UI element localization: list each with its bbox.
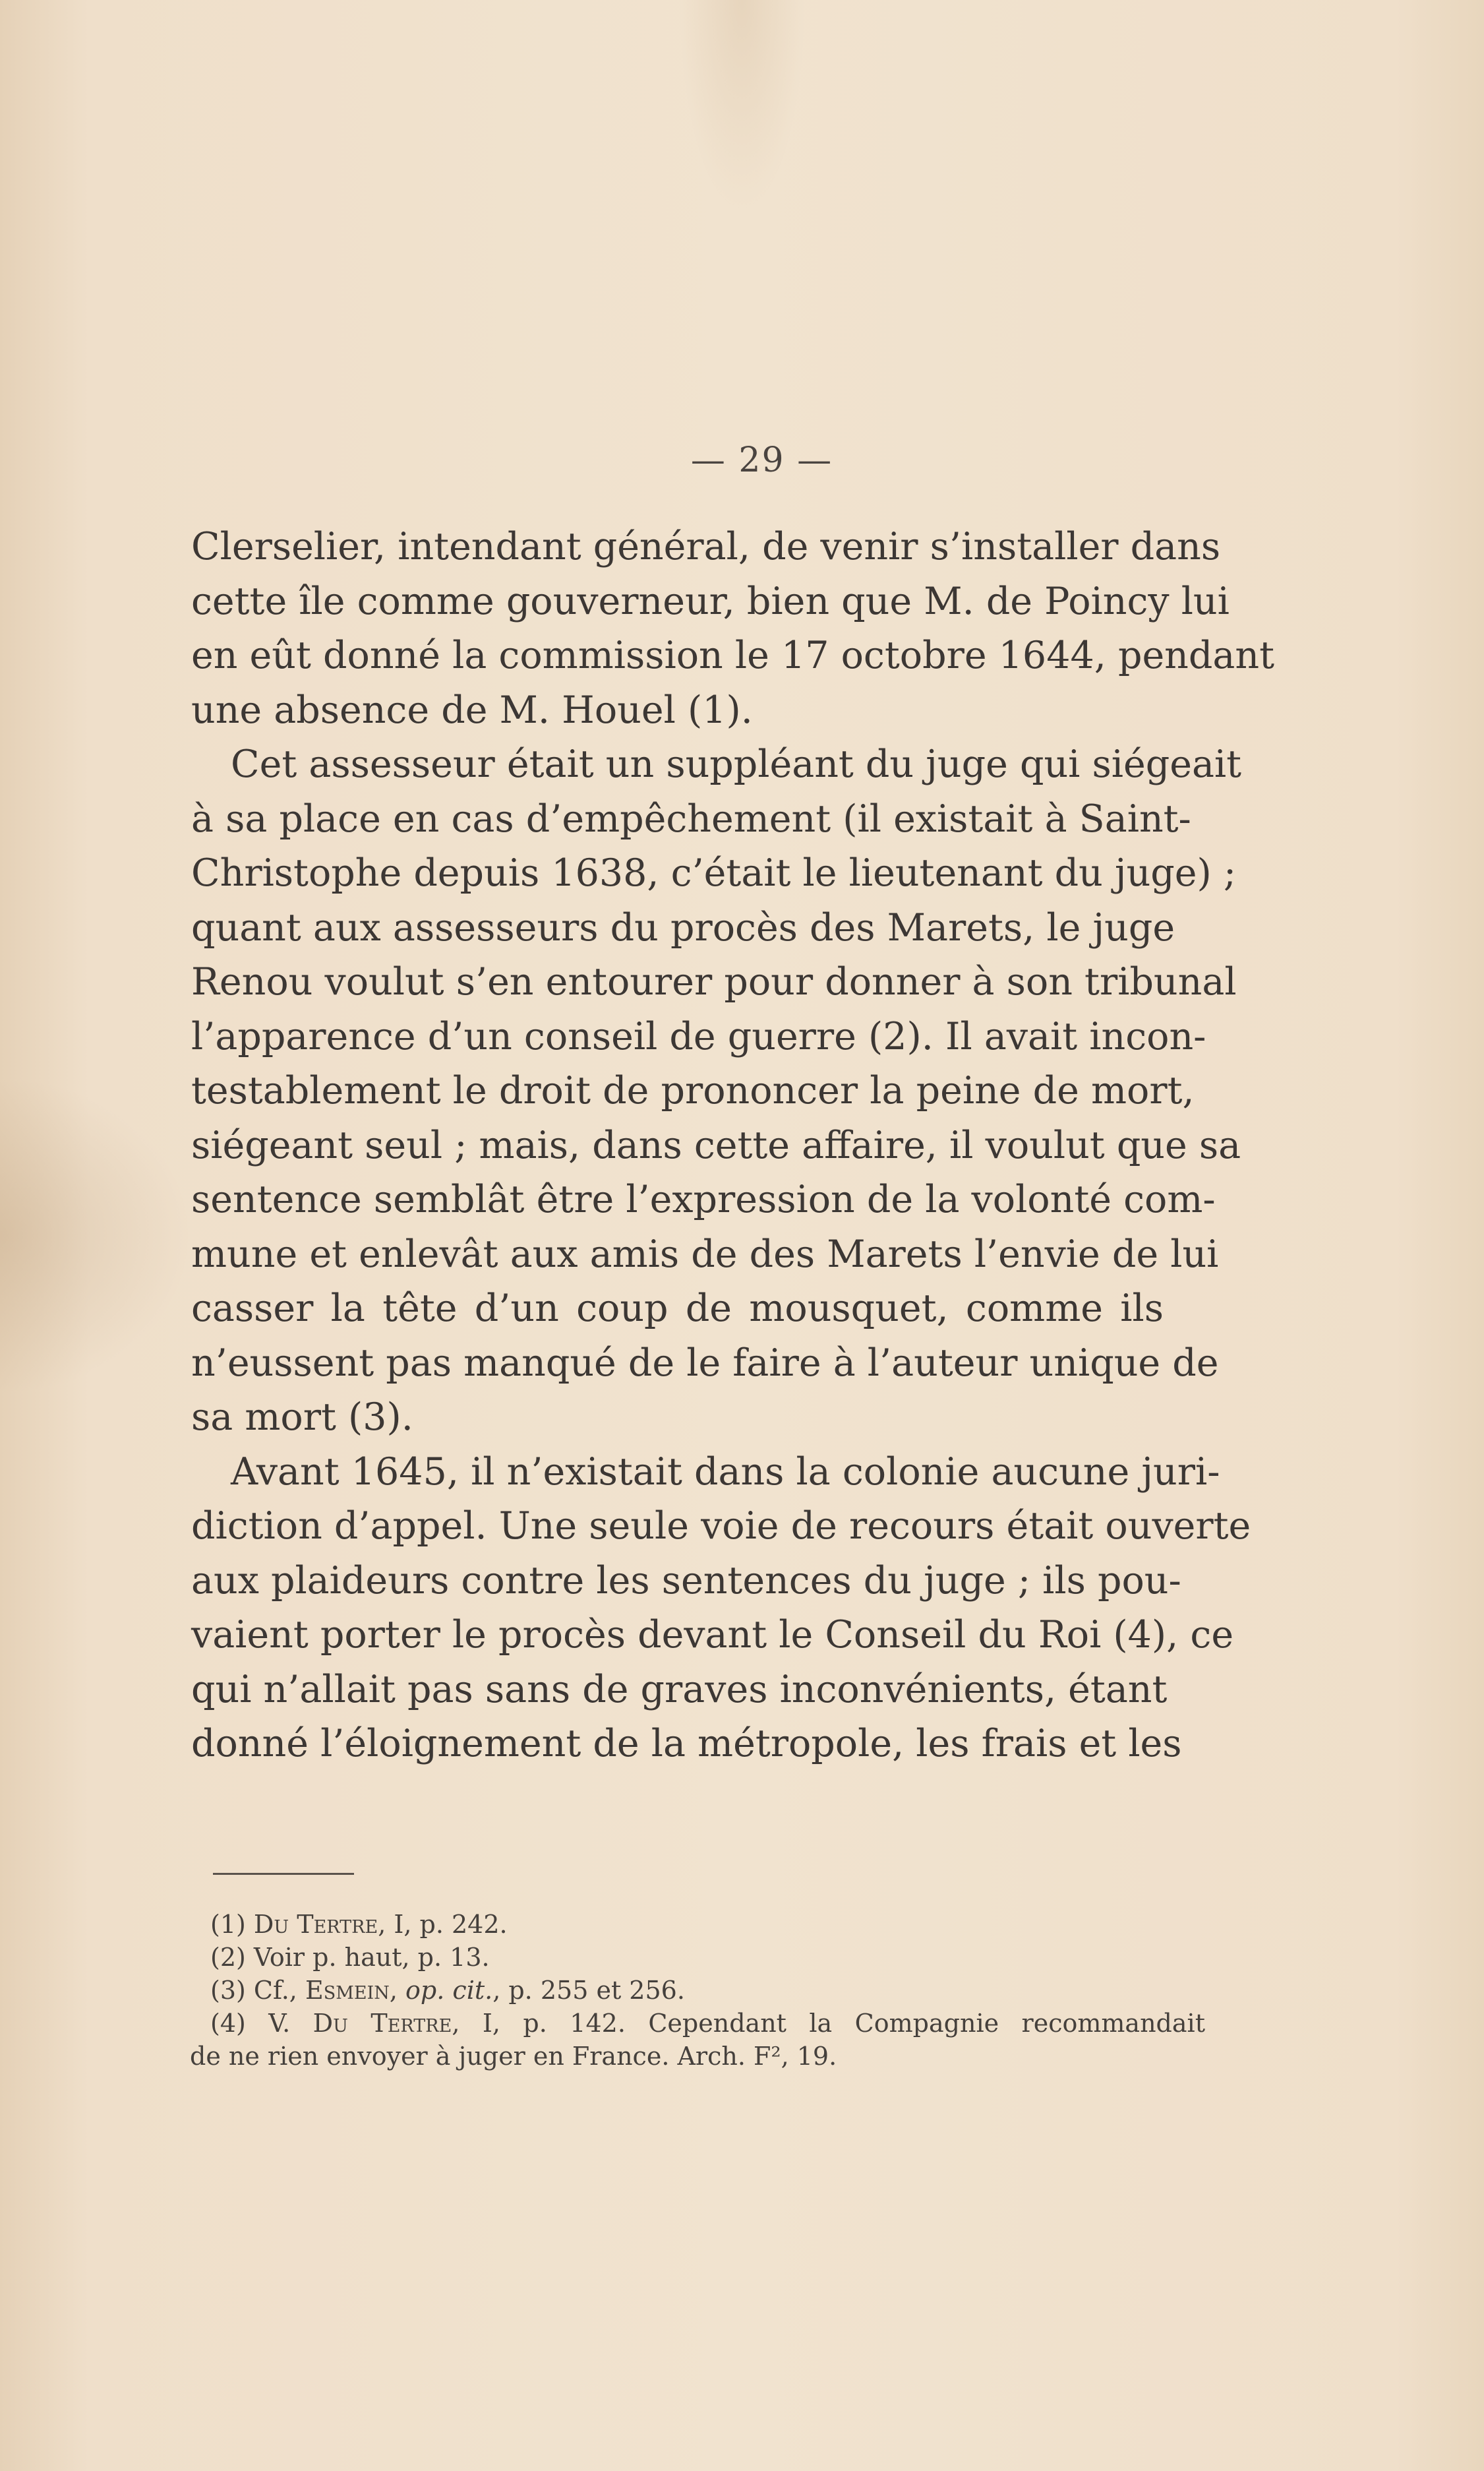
- text-line: Christophe depuis 1638, c’était le lieutenant du juge) ;: [191, 851, 1237, 895]
- footnote-number: (1): [210, 1910, 246, 1939]
- footnote-separator: [213, 1873, 354, 1875]
- text-line: Renou voulut s’en entourer pour donner à son tribunal: [191, 960, 1237, 1004]
- footnotes: [190, 1908, 1205, 2073]
- text-line: qui n’allait pas sans de graves inconvénients, étant: [191, 1667, 1168, 1711]
- footnote-author: Du Tertre: [253, 1910, 378, 1939]
- text-line: donné l’éloignement de la métropole, les frais et les: [191, 1722, 1182, 1765]
- text-line: une absence de M. Houel (1).: [191, 688, 753, 732]
- footnote-number: (3): [210, 1976, 246, 2005]
- text-line: casser la tête d’un coup de mousquet, comme ils: [191, 1287, 1164, 1330]
- text-line: Cet assesseur était un suppléant du juge qui siégeait: [231, 743, 1242, 786]
- text-line: n’eussent pas manqué de le faire à l’auteur unique de: [191, 1341, 1219, 1385]
- footnote-3: [190, 1974, 1205, 2007]
- footnote-cf: Cf.,: [253, 1976, 297, 2005]
- footnote-number: (4): [210, 2009, 246, 2038]
- text-line: à sa place en cas d’empêchement (il existait à Saint-: [191, 797, 1191, 841]
- footnote-op-cit: op. cit.: [405, 1976, 493, 2005]
- text-line: cette île comme gouverneur, bien que M. de Poincy lui: [191, 579, 1230, 623]
- text-line: sa mort (3).: [191, 1395, 413, 1439]
- page-number: — 29 —: [690, 441, 833, 480]
- text-line: diction d’appel. Une seule voie de recours était ouverte: [191, 1504, 1251, 1548]
- text-line: quant aux assesseurs du procès des Marets, le juge: [191, 905, 1175, 950]
- footnote-1: [190, 1908, 1205, 1941]
- footnote-2: [190, 1941, 1205, 1974]
- text-line: vaient porter le procès devant le Conseil du Roi (4), ce: [191, 1613, 1234, 1657]
- footnote-author: Du Tertre: [312, 2009, 452, 2038]
- text-line: Clerselier, intendant général, de venir s’installer dans: [191, 525, 1221, 568]
- footnote-number: (2): [210, 1943, 246, 1972]
- text-line: mune et enlevât aux amis de des Marets l’envie de lui: [191, 1232, 1219, 1276]
- text-line: sentence semblât être l’expression de la volonté com-: [191, 1178, 1216, 1221]
- footnote-v: V.: [268, 2009, 291, 2038]
- footnote-text: , I, p. 142. Cependant la Compagnie recommandait: [452, 2009, 1205, 2038]
- body-text: [191, 520, 1274, 1771]
- text-line: aux plaideurs contre les sentences du juge ; ils pou-: [191, 1558, 1181, 1602]
- footnote-text: , I, p. 242.: [378, 1910, 508, 1939]
- text-line: Avant 1645, il n’existait dans la colonie aucune juri-: [231, 1449, 1220, 1494]
- footnote-comma: ,: [389, 1976, 398, 2005]
- footnote-4: [190, 2007, 1205, 2040]
- text-line: l’apparence d’un conseil de guerre (2). Il avait incon-: [191, 1014, 1206, 1058]
- text-line: testablement le droit de prononcer la peine de mort,: [191, 1069, 1195, 1113]
- footnote-text: , p. 255 et 256.: [492, 1976, 685, 2005]
- footnote-author: Esmein: [305, 1976, 390, 2005]
- footnote-4-continued: de ne rien envoyer à juger en France. Arch. F², 19.: [190, 2042, 837, 2071]
- text-line: en eût donné la commission le 17 octobre 1644, pendant: [191, 634, 1274, 677]
- footnote-text: Voir p. haut, p. 13.: [253, 1943, 490, 1972]
- text-line: siégeant seul ; mais, dans cette affaire, il voulut que sa: [191, 1123, 1241, 1167]
